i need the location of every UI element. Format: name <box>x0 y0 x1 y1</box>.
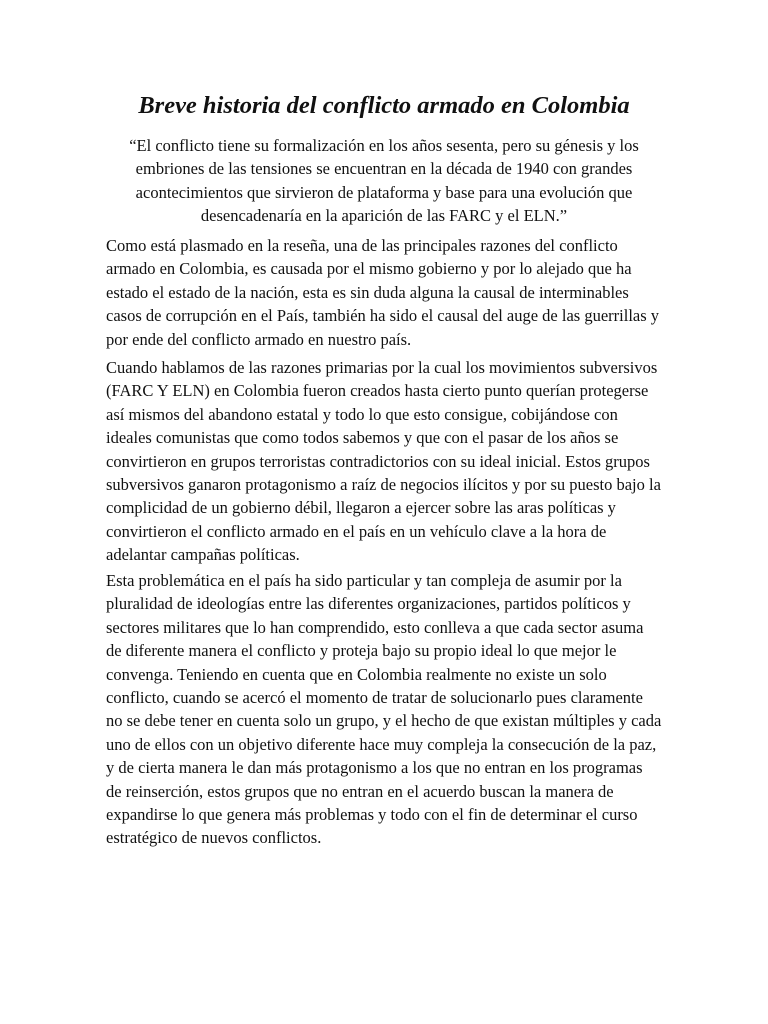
document-title: Breve historia del conflicto armado en Colombia <box>138 92 630 119</box>
paragraph-3: Esta problemática en el país ha sido particular y tan compleja de asumir por la pluralidad de ideologías entre las diferentes organizaciones, partidos políticos y sectores militares que lo han comprendido, esto conlleva a que cada sector asuma de diferente manera el conflicto y proteja bajo su propio ideal lo que mejor le convenga. Teniendo en cuenta que en Colombia realmente no existe un solo conflicto, cuando se acercó el momento de tratar de solucionarlo pues claramente no se debe tener en cuenta solo un grupo, y el hecho de que existan múltiples y cada uno de ellos con un objetivo diferente hace muy compleja la consecución de la paz, y de cierta manera le dan más protagonismo a los que no entran en los programas de reinserción, estos grupos que no entran en el acuerdo buscan la manera de expandirse lo que genera más problemas y todo con el fin de determinar el curso estratégico de nuevos conflictos. <box>106 571 662 848</box>
paragraph-1: Como está plasmado en la reseña, una de las principales razones del conflicto armado en Colombia, es causada por el mismo gobierno y por lo alejado que ha estado el estado de la nación, esta es sin duda alguna la causal de interminables casos de corrupción en el País, también ha sido el causal del auge de las guerrillas y por ende del conflicto armado en nuestro país. <box>106 236 660 349</box>
intro-quote: “El conflicto tiene su formalización en los años sesenta, pero su génesis y los embriones de las tensiones se encuentran en la década de 1940 con grandes acontecimientos que sirvieron de plataforma y base para una evolución que desencadenaría en la aparición de las FARC y el ELN.” <box>129 136 639 226</box>
paragraph-2: Cuando hablamos de las razones primarias por la cual los movimientos subversivos (FARC Y ELN) en Colombia fueron creados hasta cierto punto querían protegerse así mismos del abandono estatal y todo lo que esto consigue, cobijándose con ideales comunistas que como todos sabemos y que con el pasar de los años se convirtieron en grupos terroristas contradictorios con su ideal inicial. Estos grupos subversivos ganaron protagonismo a raíz de negocios ilícitos y por su puesto bajo la complicidad de un gobierno débil, llegaron a ejercer sobre las aras políticas y convirtieron el conflicto armado en el país en un vehículo clave a la hora de adelantar campañas políticas. <box>106 358 661 565</box>
